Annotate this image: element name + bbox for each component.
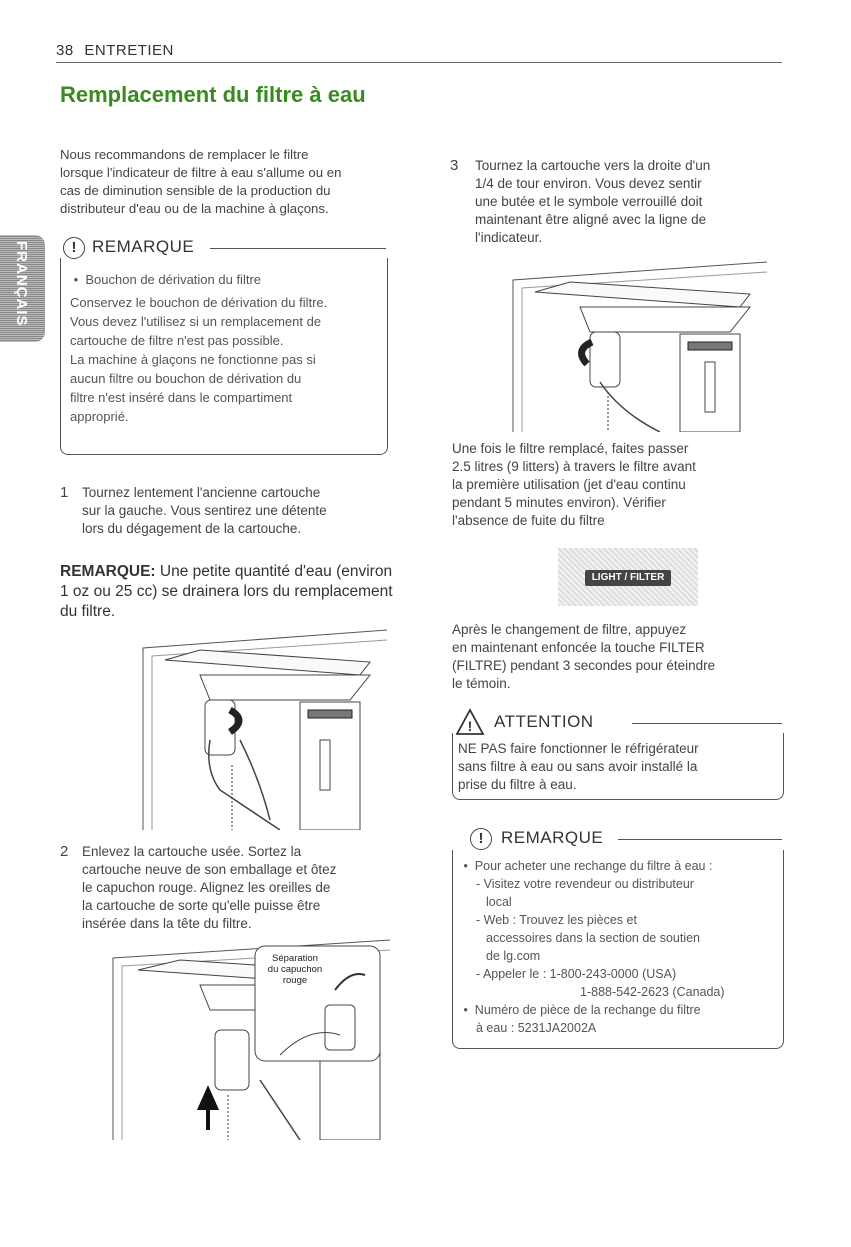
note-line: Vous devez l'utilisez si un remplacement de [70,314,322,329]
filter-illustration-2 [110,930,395,1140]
step-1-text [82,484,412,538]
attention-line: NE PAS faire fonctionner le réfrigérateur [458,741,699,756]
note-line: filtre n'est inséré dans le compartiment [70,390,293,405]
attention-heading: ATTENTION [494,712,594,731]
note-line: Conservez le bouchon de dérivation du filtre. [70,295,328,310]
para-line: l'absence de fuite du filtre [452,513,605,528]
para-line: le témoin. [452,676,511,691]
note-heading-rule [618,839,782,840]
step-number: 2 [60,843,69,860]
step-line: Tournez la cartouche vers la droite d'un [475,158,711,173]
note-subitem: accessoires dans la section de soutien [486,931,701,945]
para-line: Après le changement de filtre, appuyez [452,622,687,637]
step-line: une butée et le symbole verrouillé doit [475,194,703,209]
light-filter-button: LIGHT / FILTER [585,570,671,586]
step-line: la cartouche de sorte qu'elle puisse être [82,898,321,913]
note-subitem: local [486,895,512,909]
step-line: cartouche neuve de son emballage et ôtez [82,862,337,877]
filter-illustration-3 [510,252,770,432]
step-line: lors du dégagement de la cartouche. [82,521,302,536]
section-name: ENTRETIEN [84,42,174,59]
para-line: pendant 5 minutes environ). Vérifier [452,495,666,510]
remarque-inline: REMARQUE: Une petite quantité d'eau (environ 1 oz ou 25 cc) se drainera lors du remplacement du filtre. [60,562,460,622]
language-tab [0,235,45,342]
intro-line: Nous recommandons de remplacer le filtre [60,147,309,162]
note-subitem: - Visitez votre revendeur ou distributeur [476,877,694,891]
step-line: Tournez lentement l'ancienne cartouche [82,485,321,500]
step-line: Enlevez la cartouche usée. Sortez la [82,844,302,859]
cap-label-line: rouge [282,975,308,986]
after-filter-paragraph [452,440,792,530]
step-3-text [475,157,805,247]
note-info-icon: ! [63,237,85,259]
intro-line: lorsque l'indicateur de filtre à eau s'allume ou en [60,165,342,180]
note-body [70,270,382,426]
para-line: Une fois le filtre remplacé, faites passer [452,441,689,456]
remarque-line: du filtre. [60,603,116,620]
para-line: 2.5 litres (9 litters) à travers le filtre avant [452,459,696,474]
step-line: 1/4 de tour environ. Vous devez sentir [475,176,702,191]
note-line: La machine à glaçons ne fonctionne pas si [70,352,316,367]
intro-paragraph [60,146,400,218]
para-line: en maintenant enfoncée la touche FILTER [452,640,705,655]
step-line: maintenant être aligné avec la ligne de [475,212,707,227]
note-subitem: - Appeler le : 1-800-243-0000 (USA) [476,967,677,981]
note-bullet: Numéro de pièce de la rechange du filtre [474,1003,701,1017]
after-change-paragraph [452,621,797,693]
cap-label-line: Séparation [272,953,318,964]
note-line: approprié. [70,409,129,424]
note-subitem: - Web : Trouvez les pièces et [476,913,637,927]
remarque-line: 1 oz ou 25 cc) se drainera lors du remplacement [60,583,393,600]
remarque-label: REMARQUE: [60,563,156,580]
page-number: 38 [56,42,74,59]
step-line: insérée dans la tête du filtre. [82,916,252,931]
cap-separation-label [260,953,330,986]
step-line: le capuchon rouge. Alignez les oreilles de [82,880,331,895]
intro-line: cas de diminution sensible de la production du [60,183,331,198]
filter-indicator-panel [558,548,698,606]
note-bullet: • Bouchon de dérivation du filtre [70,272,262,287]
svg-text:!: ! [467,718,473,734]
step-2-text [82,843,422,933]
note-heading-rule [210,248,386,249]
note-2-body: • Pour acheter une rechange du filtre à eau : - Visitez votre revendeur ou distributeur local - Web : Trouvez les pièces et accessoires dans la section de soutien de lg.com - Appeler le : 1-800-243-0000 (USA) 1-888-542-2623 (Canada) • Numéro de pièce de la rechange du filtre à eau : 5231JA2002A [460,857,780,1037]
step-line: l'indicateur. [475,230,543,245]
attention-line: prise du filtre à eau. [458,777,577,792]
page-title: Remplacement du filtre à eau [60,82,366,107]
language-tab-label: FRANÇAIS [13,241,30,327]
cap-label-line: du capuchon [267,964,323,975]
intro-line: distributeur d'eau ou de la machine à glaçons. [60,201,329,216]
filter-illustration-1 [140,620,390,830]
note-line: aucun filtre ou bouchon de dérivation du [70,371,302,386]
attention-heading-rule [632,723,782,724]
note-heading: REMARQUE [92,237,195,256]
step-number: 3 [450,157,459,174]
para-line: la première utilisation (jet d'eau continu [452,477,686,492]
attention-body [458,740,782,794]
step-number: 1 [60,484,69,501]
note-bullet: Pour acheter une rechange du filtre à eau : [474,859,713,873]
note-line: cartouche de filtre n'est pas possible. [70,333,284,348]
note-heading: REMARQUE [501,828,604,847]
step-line: sur la gauche. Vous sentirez une détente [82,503,327,518]
warning-triangle-icon [455,708,485,736]
note-subitem: de lg.com [486,949,541,963]
note-info-icon: ! [470,828,492,850]
header-rule [56,62,782,63]
note-subitem: 1-888-542-2623 (Canada) [580,985,725,999]
attention-line: sans filtre à eau ou sans avoir installé la [458,759,698,774]
note-subitem: à eau : 5231JA2002A [476,1021,597,1035]
page-header [56,42,174,59]
para-line: (FILTRE) pendant 3 secondes pour éteindre [452,658,716,673]
